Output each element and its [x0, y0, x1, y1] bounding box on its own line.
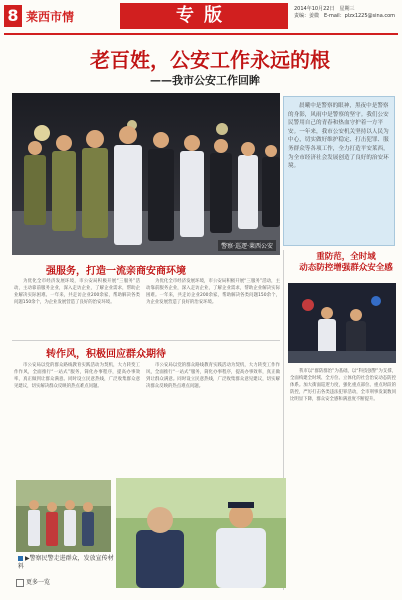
header-rule — [4, 33, 398, 35]
section3-body: 我市以“群防群治”为基础，以“科技强警”为支撑，全面构建全时域、全方位、立体化的社会治安动态防控体系。加大街面巡逻力度，强化重点部位、重点时段的防控，严厉打击各类违法犯罪活动，全市刑事发案数同比明显下降，群众安全感和满意度不断提升。 — [290, 369, 396, 402]
outreach-image — [16, 480, 111, 552]
bottom-photo-caption-text: ▶警察民警走进群众，发放宣传材料 — [18, 555, 114, 570]
date-text: 2014年10月22日 星期三 — [294, 6, 355, 12]
section2-title: 转作风，积极回应群众期待 — [46, 349, 166, 360]
section1-body-col2: 为优化全市经济发展环境，市公安局积极开展“三服务”活动，主动靠前服务企业，深入走访企业，了解企业需求，帮助企业解决实际困难。一年来，共走访企业200余家，帮助解决各类问题150余个，为企业发展营造了良好的治安环境。 — [146, 279, 280, 305]
section-title: 专版 — [120, 3, 288, 29]
section2-body-col1: 市公安局以党的群众路线教育实践活动为契机，大力转变工作作风，全面推行“一站式”服务，简化办事程序，提高办事效率，真正做到让群众满意。同时设立民意热线，广泛收集群众意见建议，切实解决群众反映的热点难点问题。 — [14, 363, 140, 389]
headline: 老百姓，公安工作永远的根 — [90, 48, 330, 72]
elderly-visit-photo — [116, 478, 286, 588]
section1-title: 强服务，打造一流亲商安商环境 — [46, 266, 186, 277]
paper-name: 莱西市情 — [26, 10, 75, 24]
intro-text: 晨曦中是警察的眼神，黑夜中是警察的身影，风雨中是警察的坚守。我们公安民警用自己的青春和热血守护着一方平安。一年来，我市公安机关坚持以人民为中心，切实做好维护稳定、打击犯罪、服务群众等各项工作，全力打造平安莱西，为全市经济社会发展创造了良好的治安环境。 — [288, 103, 389, 170]
divider — [12, 340, 280, 341]
caption-marker-icon — [18, 556, 23, 561]
night-patrol-image — [288, 283, 396, 363]
subheadline: ——我市公安工作回眸 — [150, 74, 260, 87]
night-patrol-photo — [288, 283, 396, 363]
editor-text: 责编：姜微 E-mail：plzx1225@sina.com — [294, 13, 396, 19]
section1-body-col1: 为优化全市经济发展环境，市公安局积极开展“三服务”活动，主动靠前服务企业，深入走访企业，了解企业需求，帮助企业解决实际困难。一年来，共走访企业200余家，帮助解决各类问题150余个，为企业发展营造了良好的治安环境。 — [14, 279, 140, 305]
see-also[interactable] — [16, 577, 50, 587]
section3-title: 重防范，全时域 动态防控增强群众安全感 — [299, 252, 393, 273]
checkbox-icon — [16, 579, 24, 587]
main-photo — [12, 93, 280, 255]
section2-body-col2: 市公安局以党的群众路线教育实践活动为契机，大力转变工作作风，全面推行“一站式”服务，简化办事程序，提高办事效率，真正做到让群众满意。同时设立民意热线，广泛收集群众意见建议，切实解决群众反映的热点难点问题。 — [146, 363, 280, 389]
outreach-photo — [16, 480, 111, 552]
see-also-text: 更多一览 — [26, 579, 51, 586]
date-line — [294, 6, 400, 20]
page-header — [0, 0, 402, 34]
main-photo-caption: 警察·巡逻·莱西公安 — [218, 240, 276, 251]
bottom-photo-caption — [18, 555, 118, 571]
police-lineup-image — [12, 93, 280, 255]
intro-box — [283, 96, 395, 246]
page-number: 8 — [4, 5, 22, 27]
elderly-visit-image — [116, 478, 286, 588]
